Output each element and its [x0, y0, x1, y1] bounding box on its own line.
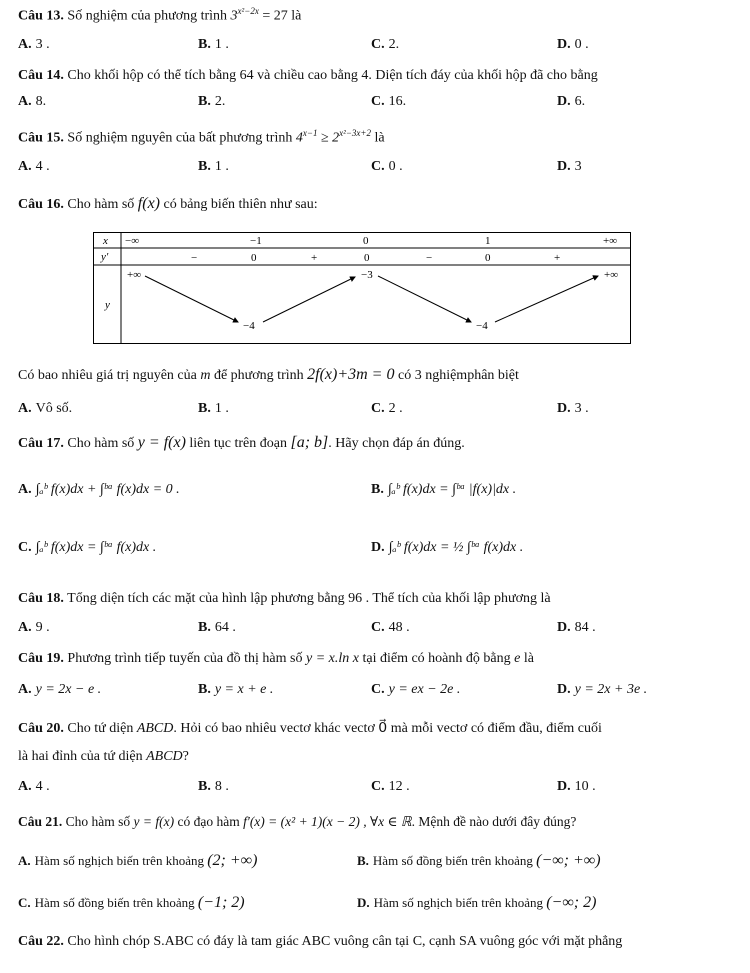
arrow-down: [378, 276, 471, 322]
option-text: ∫ₐᵇ f(x)dx + ∫ᵇᵃ f(x)dx = 0 .: [35, 482, 180, 497]
question-text-end: có bảng biến thiên như sau:: [163, 197, 318, 212]
option-text: ∫ₐᵇ f(x)dx = ½ ∫ᵇᵃ f(x)dx .: [388, 540, 524, 555]
option-text: Hàm số nghịch biến trên khoảng: [34, 853, 204, 868]
option-label: C.: [371, 779, 385, 794]
option-d[interactable]: [557, 779, 596, 795]
question-text: Số nghiệm nguyên của bất phương trình: [67, 130, 293, 146]
question-text: Có bao nhiêu giá trị nguyên của: [18, 368, 197, 383]
option-a[interactable]: [18, 682, 101, 698]
option-c[interactable]: [371, 94, 406, 110]
option-label: B.: [198, 37, 211, 52]
table-border: [94, 233, 631, 344]
math-interval: [a; b]: [290, 434, 329, 451]
option-label: D.: [371, 540, 385, 555]
arrow-up: [495, 276, 598, 322]
sign: 0: [251, 252, 257, 264]
question-text: có đạo hàm: [177, 814, 240, 829]
math-var: e: [514, 651, 521, 666]
question-19: [18, 651, 732, 667]
question-text: là hai đỉnh của tứ diện: [18, 749, 143, 764]
option-label: D.: [557, 682, 571, 697]
option-text: 2.: [388, 37, 400, 52]
option-c[interactable]: [371, 159, 403, 175]
option-label: A.: [18, 682, 32, 697]
y-value: +∞: [604, 269, 619, 281]
option-label: B.: [371, 482, 384, 497]
question-13: [18, 6, 732, 25]
math-equation: 2f(x)+3m = 0: [307, 366, 395, 383]
question-18: [18, 591, 732, 607]
option-label: A.: [18, 401, 32, 416]
question-20-line2: [18, 749, 732, 765]
option-text: 4 .: [35, 779, 50, 794]
question-label: Câu 20.: [18, 721, 64, 736]
question-label: Câu 18.: [18, 591, 64, 606]
x-value: −1: [250, 235, 262, 247]
variation-table: [93, 232, 631, 344]
question-20: [18, 720, 732, 737]
yp-label: y′: [101, 251, 109, 263]
question-label: Câu 21.: [18, 814, 63, 829]
option-b[interactable]: [198, 159, 229, 175]
option-b[interactable]: [198, 682, 273, 698]
option-label: A.: [18, 853, 31, 868]
question-text: Cho tứ diện: [67, 721, 134, 736]
option-b[interactable]: [198, 94, 225, 110]
option-text: 48 .: [388, 620, 410, 635]
option-label: A.: [18, 37, 32, 52]
option-b[interactable]: [357, 852, 601, 870]
option-a[interactable]: [18, 620, 50, 636]
option-text: y = ex − 2e .: [388, 682, 461, 697]
option-text: 1 .: [214, 401, 229, 416]
option-label: B.: [198, 682, 211, 697]
option-label: B.: [198, 159, 211, 174]
option-c[interactable]: [371, 682, 460, 698]
option-a[interactable]: [18, 159, 50, 175]
option-text: ∫ₐᵇ f(x)dx = ∫ᵇᵃ |f(x)|dx .: [387, 482, 517, 497]
option-text: Hàm số nghịch biến trên khoảng: [373, 895, 543, 910]
option-label: C.: [371, 94, 385, 109]
option-d[interactable]: [557, 401, 589, 417]
option-b[interactable]: [198, 779, 229, 795]
option-text: 2.: [214, 94, 226, 109]
arrow-down: [145, 276, 238, 322]
option-c[interactable]: [18, 540, 156, 556]
option-text: 9 .: [35, 620, 50, 635]
question-text: để phương trình: [213, 368, 304, 383]
option-text: 8.: [35, 94, 47, 109]
option-a[interactable]: [18, 37, 50, 53]
math-exponent: x−1: [302, 128, 318, 138]
option-text: 1 .: [214, 37, 229, 52]
question-text: liên tục trên đoạn: [189, 436, 287, 451]
option-label: B.: [198, 779, 211, 794]
option-label: D.: [557, 620, 571, 635]
option-text: 8 .: [214, 779, 229, 794]
option-text: 84 .: [574, 620, 596, 635]
question-16-prompt: [18, 366, 732, 384]
math-operator: ≥ 2: [317, 130, 340, 146]
option-text: Vô số.: [35, 401, 73, 416]
option-interval: (−1; 2): [197, 894, 245, 911]
option-text: y = 2x + 3e .: [574, 682, 648, 697]
option-label: C.: [18, 540, 32, 555]
option-text: 0 .: [388, 159, 403, 174]
sign: −: [191, 252, 198, 264]
y-value: −4: [243, 320, 255, 332]
option-label: D.: [557, 779, 571, 794]
x-label: x: [103, 235, 108, 247]
option-d[interactable]: [557, 159, 582, 175]
option-label: C.: [371, 401, 385, 416]
sign: 0: [485, 252, 491, 264]
question-label: Câu 17.: [18, 436, 64, 451]
option-label: A.: [18, 779, 32, 794]
option-interval: (−∞; +∞): [536, 852, 601, 869]
option-text: 10 .: [574, 779, 596, 794]
arrow-up: [263, 277, 355, 322]
question-text: Tổng diện tích các mặt của hình lập phương bằng 96 . Thể tích của khối lập phương là: [67, 591, 551, 606]
option-label: D.: [557, 401, 571, 416]
option-a[interactable]: [18, 779, 50, 795]
question-text: Cho hàm số: [67, 436, 135, 451]
question-text: tại điểm có hoành độ bằng: [362, 651, 511, 666]
option-text: 3: [574, 159, 582, 174]
option-text: 64 .: [214, 620, 236, 635]
x-value: +∞: [603, 235, 618, 247]
option-c[interactable]: [371, 620, 410, 636]
option-label: C.: [18, 895, 31, 910]
option-label: A.: [18, 620, 32, 635]
math-func: y = f(x): [133, 814, 175, 829]
option-label: A.: [18, 159, 32, 174]
question-22: [18, 934, 732, 950]
sign: 0: [364, 252, 370, 264]
option-text: 12 .: [388, 779, 410, 794]
sign: +: [311, 252, 318, 264]
option-text: 3 .: [574, 401, 589, 416]
sign: +: [554, 252, 561, 264]
math-func: y = f(x): [137, 434, 186, 451]
option-text: 3 .: [35, 37, 50, 52]
option-interval: (−∞; 2): [546, 894, 597, 911]
option-text: Hàm số đồng biến trên khoảng: [372, 853, 533, 868]
option-a[interactable]: [18, 852, 257, 870]
question-text: Cho khối hộp có thể tích bằng 64 và chiều cao bằng 4. Diện tích đáy của khối hộp đã cho bằng: [67, 68, 598, 83]
math-name: ABCD: [146, 749, 183, 764]
option-a[interactable]: [18, 94, 46, 110]
option-text: y = x + e .: [214, 682, 274, 697]
math-func: f(x): [137, 195, 160, 212]
option-label: B.: [198, 401, 211, 416]
option-label: D.: [357, 895, 370, 910]
question-label: Câu 19.: [18, 651, 64, 666]
option-interval: (2; +∞): [207, 852, 258, 869]
option-d[interactable]: [371, 540, 523, 556]
option-a[interactable]: [18, 482, 180, 498]
option-c[interactable]: [371, 779, 410, 795]
option-label: C.: [371, 620, 385, 635]
option-label: C.: [371, 159, 385, 174]
option-text: y = 2x − e .: [35, 682, 102, 697]
option-a[interactable]: [18, 401, 72, 417]
question-text-end: là: [523, 651, 534, 666]
math-exponent: x²−3x+2: [339, 128, 371, 138]
question-text: Cho hàm số: [65, 814, 131, 829]
question-17: [18, 434, 732, 452]
question-text-end: là: [370, 130, 385, 146]
option-label: D.: [557, 37, 571, 52]
option-b[interactable]: [198, 37, 229, 53]
option-text: 4 .: [35, 159, 50, 174]
option-b[interactable]: [371, 482, 516, 498]
question-16: [18, 195, 732, 213]
option-d[interactable]: [557, 682, 647, 698]
option-label: C.: [371, 37, 385, 52]
question-text: Số nghiệm của phương trình: [67, 8, 228, 24]
math-base: 4: [295, 130, 303, 146]
question-text: Cho hình chóp S.ABC có đáy là tam giác ABC vuông cân tại C, cạnh SA vuông góc với mặt phẳng: [67, 934, 623, 949]
option-label: A.: [18, 94, 32, 109]
option-c[interactable]: [371, 37, 399, 53]
question-text-end: . Hãy chọn đáp án đúng.: [328, 436, 465, 451]
question-text: Phương trình tiếp tuyến của đồ thị hàm số: [67, 651, 303, 666]
option-label: C.: [371, 682, 385, 697]
option-text: 1 .: [214, 159, 229, 174]
option-label: A.: [18, 482, 32, 497]
y-value: −4: [476, 320, 488, 332]
question-label: Câu 15.: [18, 130, 64, 146]
question-label: Câu 14.: [18, 68, 64, 83]
zero-vector: 0⃗: [378, 721, 388, 736]
question-text-end: . Mệnh đề nào dưới đây đúng?: [411, 814, 577, 829]
question-21: [18, 814, 732, 830]
math-func: y = x.ln x: [305, 651, 359, 666]
option-d[interactable]: [557, 94, 585, 110]
question-15: [18, 128, 732, 147]
option-c[interactable]: [18, 894, 245, 912]
option-text: Hàm số đồng biến trên khoảng: [34, 895, 195, 910]
y-value: −3: [361, 269, 373, 281]
option-text: ∫ₐᵇ f(x)dx = ∫ᵇᵃ f(x)dx .: [35, 540, 157, 555]
question-14: [18, 68, 732, 84]
y-value: +∞: [127, 269, 142, 281]
option-label: B.: [357, 853, 369, 868]
question-text: mà mỗi vectơ có điểm đầu, điểm cuối: [390, 721, 602, 736]
option-label: D.: [557, 94, 571, 109]
option-d[interactable]: [357, 894, 596, 912]
option-text: 2 .: [388, 401, 403, 416]
y-label: y: [105, 299, 110, 311]
option-d[interactable]: [557, 37, 589, 53]
x-value: −∞: [125, 235, 140, 247]
x-value: 1: [485, 235, 491, 247]
math-derivative: f′(x) = (x² + 1)(x − 2) , ∀x ∈ ℝ: [243, 814, 412, 829]
question-text: Cho hàm số: [67, 197, 135, 212]
sign: −: [426, 252, 433, 264]
question-text: . Hỏi có bao nhiêu vectơ khác vectơ: [173, 721, 375, 736]
math-name: ABCD: [136, 721, 174, 736]
math-base: 3: [230, 8, 238, 24]
option-label: B.: [198, 620, 211, 635]
question-label: Câu 13.: [18, 8, 64, 24]
option-d[interactable]: [557, 620, 596, 636]
option-text: 16.: [388, 94, 407, 109]
math-exponent: x²−2x: [237, 6, 259, 16]
option-label: B.: [198, 94, 211, 109]
option-b[interactable]: [198, 620, 236, 636]
question-label: Câu 16.: [18, 197, 64, 212]
option-label: D.: [557, 159, 571, 174]
question-mark: ?: [182, 749, 189, 764]
math-var: m: [200, 368, 211, 383]
question-text-end: = 27 là: [258, 8, 302, 24]
option-c[interactable]: [371, 401, 403, 417]
option-b[interactable]: [198, 401, 229, 417]
question-text-end: có 3 nghiệmphân biệt: [397, 368, 519, 383]
option-text: 6.: [574, 94, 586, 109]
x-value: 0: [363, 235, 369, 247]
option-text: 0 .: [574, 37, 589, 52]
question-label: Câu 22.: [18, 934, 64, 949]
